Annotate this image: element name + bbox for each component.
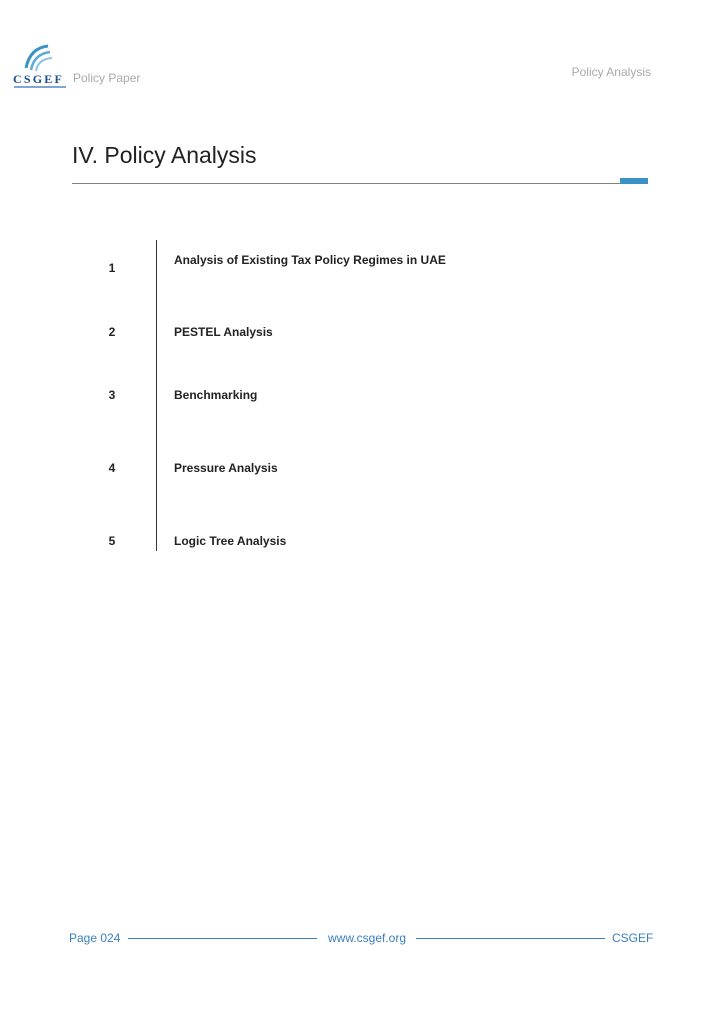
logo-arcs-icon [24, 42, 54, 72]
toc-number: 3 [108, 388, 116, 402]
footer-rule-left [128, 938, 317, 939]
paper-label: Policy Paper [73, 71, 141, 85]
title-rule [72, 183, 620, 184]
page-number: Page 024 [69, 931, 121, 945]
toc-item-label: Benchmarking [174, 388, 258, 402]
logo-text: CSGEF [13, 72, 65, 86]
toc-divider [156, 240, 157, 551]
toc-number: 1 [108, 261, 116, 275]
csgef-logo [12, 42, 70, 88]
footer-org: CSGEF [612, 931, 654, 945]
footer-rule-right [416, 938, 605, 939]
toc-item-label: Analysis of Existing Tax Policy Regimes in UAE [174, 253, 446, 267]
toc-number: 2 [108, 325, 116, 339]
header-section-label: Policy Analysis [571, 65, 651, 79]
toc-item-label: PESTEL Analysis [174, 325, 273, 339]
toc-item-label: Pressure Analysis [174, 461, 278, 475]
logo-tagline-bar [14, 86, 66, 88]
title-accent-bar [620, 178, 648, 184]
toc-item-label: Logic Tree Analysis [174, 534, 287, 548]
website-link[interactable]: www.csgef.org [328, 931, 407, 945]
toc-number: 4 [108, 461, 116, 475]
page-title: IV. Policy Analysis [72, 142, 257, 168]
toc-number: 5 [108, 534, 116, 548]
